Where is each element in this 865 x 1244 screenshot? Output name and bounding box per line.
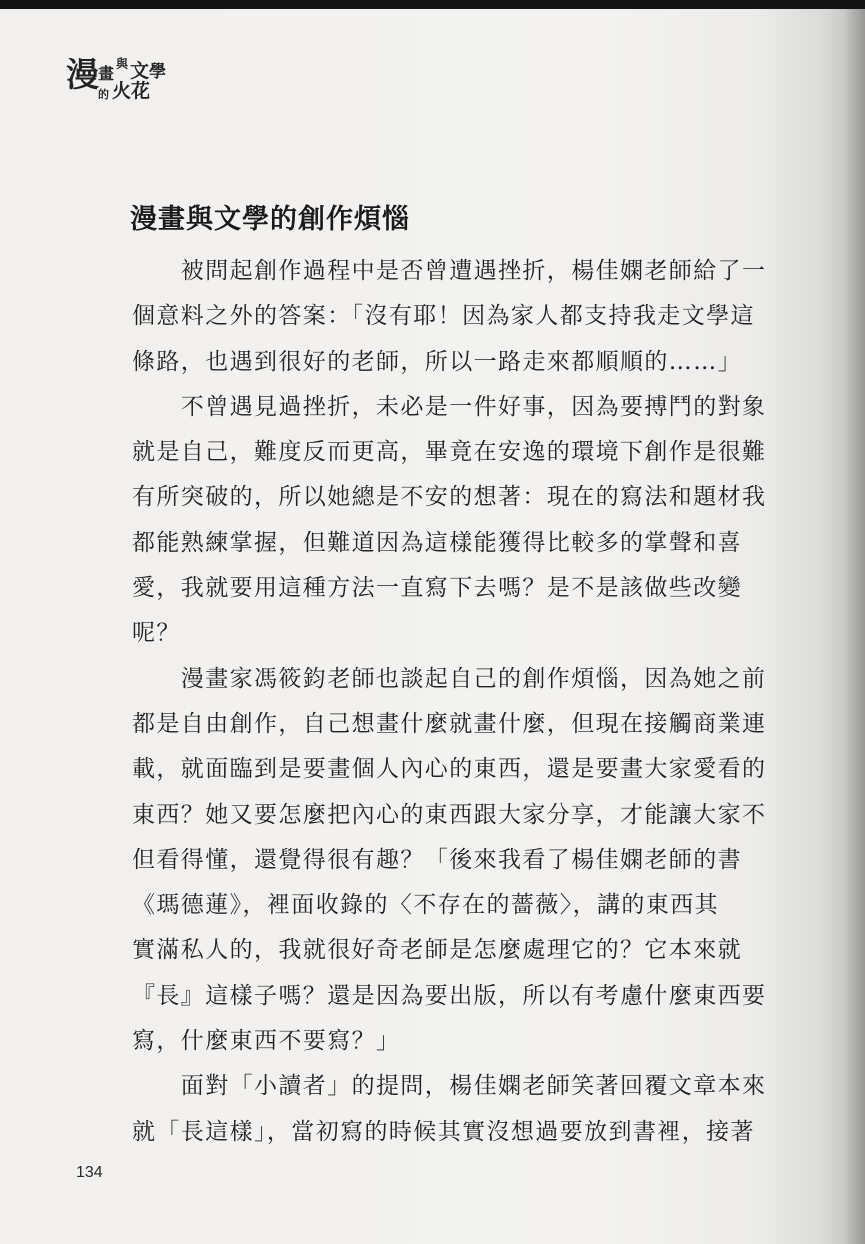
text-line: 都是自由創作，自己想畫什麼就畫什麼，但現在接觸商業連 (132, 710, 767, 737)
section-title: 漫畫與文學的創作煩惱 (130, 204, 410, 235)
logo-char: 漫 (66, 55, 99, 94)
text-line: 呢？ (132, 620, 181, 647)
text-line: 『長』這樣子嗎？還是因為要出版，所以有考慮什麼東西要 (132, 982, 767, 1009)
body-text (132, 249, 780, 1155)
text-line: 《瑪德蓮》，裡面收錄的〈不存在的薔薇〉，講的東西其 (132, 892, 719, 919)
text-line: 條路，也遇到很好的老師，所以一路走來都順順的……」 (132, 348, 742, 375)
text-line: 東西？她又要怎麼把內心的東西跟大家分享，才能讓大家不 (132, 801, 767, 828)
text-line: 載，就面臨到是要畫個人內心的東西，還是要畫大家愛看的 (132, 756, 767, 783)
paragraph (132, 657, 780, 1065)
logo-char: 的 (98, 88, 109, 101)
text-line: 個意料之外的答案：「沒有耶！因為家人都支持我走文學這 (132, 303, 755, 330)
text-line: 愛，我就要用這種方法一直寫下去嗎？是不是該做些改變 (132, 575, 742, 602)
text-line: 面對「小讀者」的提問，楊佳嫻老師笑著回覆文章本來 (132, 1073, 767, 1100)
paragraph (132, 1064, 780, 1155)
logo-char: 學 (149, 62, 166, 82)
logo-char: 與 (116, 57, 129, 71)
page-number: 134 (76, 1164, 103, 1181)
text-line: 實滿私人的，我就很好奇老師是怎麼處理它的？它本來就 (132, 937, 742, 964)
logo-char: 花 (131, 80, 151, 102)
spine-shadow (843, 9, 865, 1244)
paragraph (132, 249, 780, 385)
text-line: 寫，什麼東西不要寫？」 (132, 1028, 401, 1055)
text-line: 有所突破的，所以她總是不安的想著：現在的寫法和題材我 (132, 484, 767, 511)
logo-char: 文 (130, 60, 150, 82)
logo-char: 畫 (98, 64, 115, 83)
text-line: 但看得懂，還覺得很有趣？「後來我看了楊佳嫻老師的書 (132, 846, 742, 873)
paragraph (132, 385, 780, 657)
text-line: 漫畫家馮筱鈞老師也談起自己的創作煩惱，因為她之前 (132, 665, 767, 692)
book-logo (66, 56, 176, 108)
text-line: 都能熟練掌握，但難道因為這樣能獲得比較多的掌聲和喜 (132, 529, 742, 556)
text-line: 就「長這樣」，當初寫的時候其實沒想過要放到書裡，接著 (132, 1118, 755, 1145)
logo-char: 火 (112, 80, 132, 102)
text-line: 不曾遇見過挫折，未必是一件好事，因為要搏鬥的對象 (132, 393, 767, 420)
text-line: 就是自己，難度反而更高，畢竟在安逸的環境下創作是很難 (132, 439, 767, 466)
text-line: 被問起創作過程中是否曾遭遇挫折，楊佳嫻老師給了一 (132, 258, 767, 284)
top-edge (0, 0, 865, 9)
